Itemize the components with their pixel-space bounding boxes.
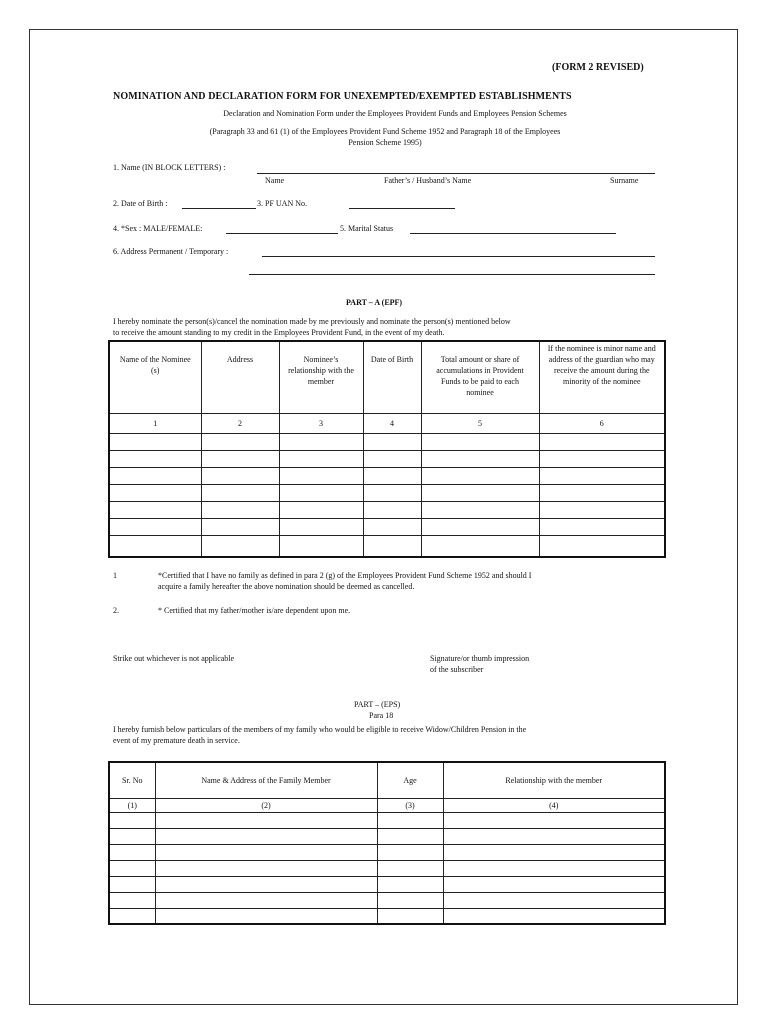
col-number: (4) [443,798,665,812]
col-number: 2 [201,413,279,433]
part-eps-intro-1: I hereby furnish below particulars of the members of my family who would be eligible to receive Widow/Children Pension in the [113,725,527,734]
uan-field[interactable] [349,208,455,209]
part-a-intro-2: to receive the amount standing to my credit in the Employees Provident Fund, in the event of my death. [113,328,445,337]
subtitle: Declaration and Nomination Form under the Employees Provident Funds and Employees Pension Schemes [223,109,567,118]
epf-nominee-table [108,340,666,558]
col-header: Total amount or share of accumulations in Provident Funds to be paid to each nominee [421,341,539,413]
col-header: Address [201,341,279,413]
col-header: Age [377,762,443,798]
part-a-intro-1: I hereby nominate the person(s)/cancel the nomination made by me previously and nominate the person(s) mentioned below [113,317,511,326]
marital-label: 5. Marital Status [340,224,394,233]
paragraph-ref-1: (Paragraph 33 and 61 (1) of the Employees Provident Fund Scheme 1952 and Paragraph 18 of the Employees [209,127,561,136]
part-eps-para: Para 18 [369,711,394,720]
name-sub-father: Father’s / Husband’s Name [384,176,472,185]
col-header: If the nominee is minor name and address of the guardian who may receive the amount during the minority of the nominee [539,341,665,413]
dob-label: 2. Date of Birth : [113,199,168,208]
page-title: NOMINATION AND DECLARATION FORM FOR UNEXEMPTED/EXEMPTED ESTABLISHMENTS [113,91,572,102]
table-row[interactable] [109,518,665,535]
table-row[interactable] [109,828,665,844]
table-row[interactable] [109,908,665,924]
col-header: Name & Address of the Family Member [155,762,377,798]
cert-1-text-2: acquire a family hereafter the above nomination should be deemed as cancelled. [158,582,415,591]
dob-field[interactable] [182,208,256,209]
form-id: (FORM 2 REVISED) [552,62,644,73]
table-row[interactable] [109,812,665,828]
table-row[interactable] [109,501,665,518]
marital-field[interactable] [410,233,616,234]
epf-header-row [109,341,665,413]
table-row[interactable] [109,892,665,908]
col-number: 3 [279,413,363,433]
part-eps-intro-2: event of my premature death in service. [113,736,240,745]
eps-number-row [109,798,665,812]
col-number: (3) [377,798,443,812]
col-number: 5 [421,413,539,433]
table-row[interactable] [109,844,665,860]
epf-number-row [109,413,665,433]
table-row[interactable] [109,876,665,892]
table-row[interactable] [109,535,665,557]
part-a-heading: PART – A (EPF) [346,298,403,307]
col-number: (1) [109,798,155,812]
uan-label: 3. PF UAN No. [257,199,308,208]
signature-line-2: of the subscriber [430,665,484,674]
col-header: Name of the Nominee (s) [109,341,201,413]
table-row[interactable] [109,450,665,467]
part-eps-heading: PART – (EPS) [354,700,401,709]
col-header: Date of Birth [363,341,421,413]
name-label: 1. Name (IN BLOCK LETTERS) : [113,163,226,172]
table-row[interactable] [109,467,665,484]
col-number: (2) [155,798,377,812]
eps-family-table [108,761,666,925]
table-row[interactable] [109,860,665,876]
sex-label: 4. *Sex : MALE/FEMALE: [113,224,203,233]
name-sub-name: Name [265,176,285,185]
col-header: Relationship with the member [443,762,665,798]
strike-note: Strike out whichever is not applicable [113,654,235,663]
col-number: 6 [539,413,665,433]
cert-2-text: * Certified that my father/mother is/are dependent upon me. [158,606,351,615]
col-header: Nominee’s relationship with the member [279,341,363,413]
col-number: 1 [109,413,201,433]
name-sub-surname: Surname [610,176,639,185]
eps-header-row [109,762,665,798]
signature-line-1: Signature/or thumb impression [430,654,530,663]
address-label: 6. Address Permanent / Temporary : [113,247,229,256]
col-header: Sr. No [109,762,155,798]
name-field[interactable] [257,173,655,174]
address-field-1[interactable] [262,256,655,257]
paragraph-ref-2: Pension Scheme 1995) [348,138,422,147]
address-field-2[interactable] [249,274,655,275]
sex-field[interactable] [226,233,338,234]
table-row[interactable] [109,484,665,501]
cert-2-number: 2. [113,606,119,615]
col-number: 4 [363,413,421,433]
cert-1-text-1: *Certified that I have no family as defined in para 2 (g) of the Employees Provident Fund Scheme 1952 and should I [158,571,532,580]
cert-1-number: 1 [113,571,117,580]
table-row[interactable] [109,433,665,450]
